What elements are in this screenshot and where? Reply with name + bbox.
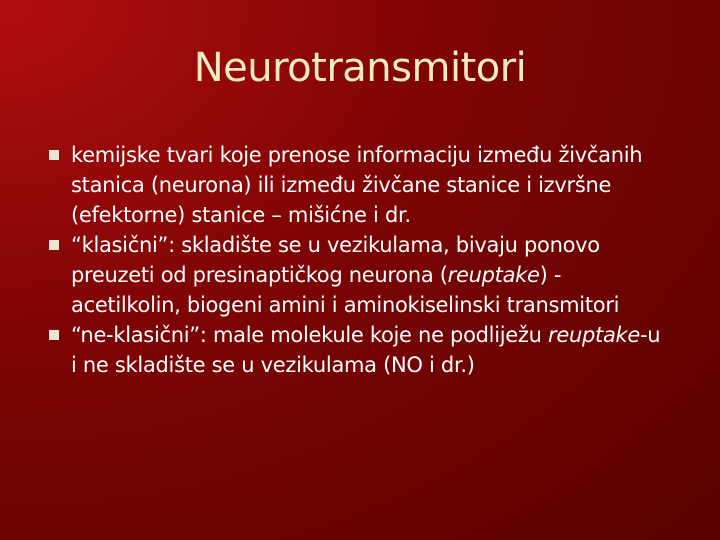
italic-term: reuptake [447,263,540,287]
bullet-text: kemijske tvari koje prenose informaciju između živčanih stanica (neurona) ili između živčane stanice i izvršne (efektorne) stanice – mišićne i dr. [71,143,643,227]
bullet-text: -u i ne skladište se u vezikulama (NO i dr.) [71,323,661,377]
italic-term: reuptake [548,323,640,347]
bullet-item-non-classic [55,320,665,380]
bullet-text: ) - acetilkolin, biogeni amini i aminokiselinski transmitori [71,263,620,317]
bullet-item-classic [55,230,665,320]
square-bullet-icon [49,150,59,160]
square-bullet-icon [49,240,59,250]
slide-title: Neurotransmitori [193,45,527,91]
bullet-text: “ne-klasični”: male molekule koje ne podliježu [71,323,549,347]
bullet-text: “klasični”: skladište se u vezikulama, bivaju ponovo preuzeti od presinaptičkog neurona ( [71,233,600,287]
bullet-list [55,140,665,380]
bullet-item-definition [55,140,665,230]
square-bullet-icon [49,330,59,340]
